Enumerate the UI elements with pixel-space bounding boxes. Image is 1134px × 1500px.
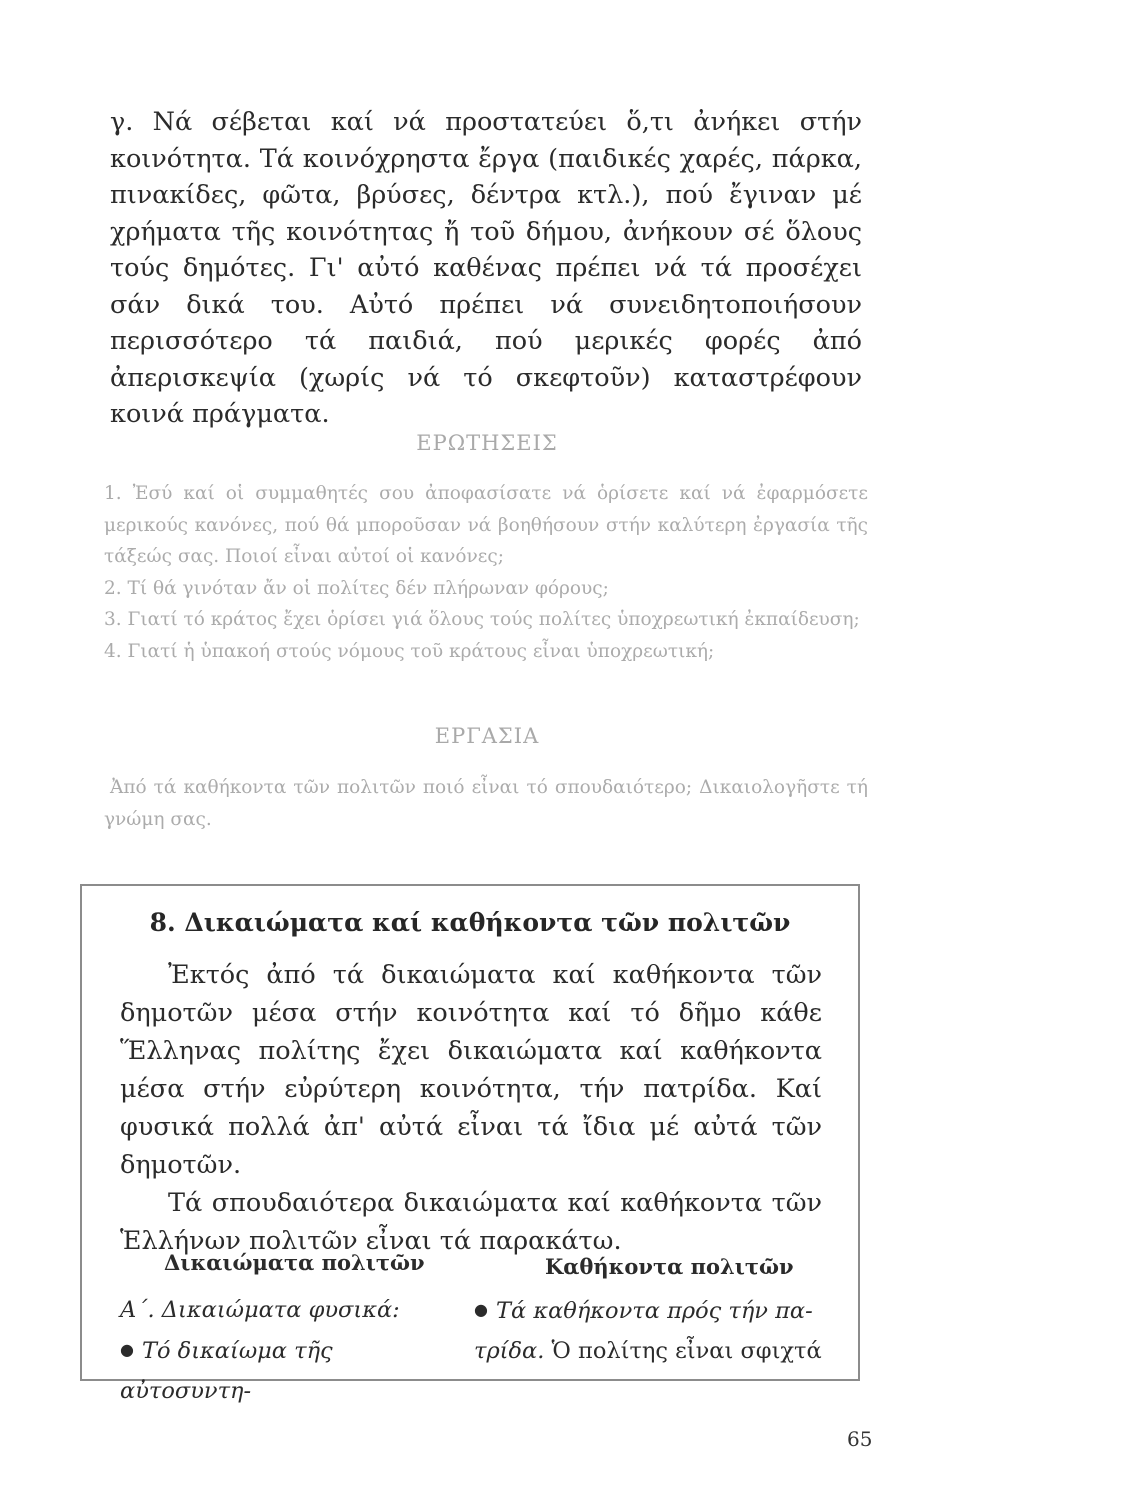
box-title: 8. Δικαιώματα καί καθήκοντα τῶν πολιτῶν	[149, 908, 791, 937]
rights-column	[120, 1290, 464, 1411]
duties-line	[474, 1290, 850, 1331]
intro-paragraph: γ. Νά σέβεται καί νά προστατεύει ὅ,τι ἀνήκει στήν κοινότητα. Τά κοινόχρηστα ἔργα (παιδικές χαρές, πάρκα, πινακίδες, φῶτα, βρύσες, δέντρα κτλ.), πού ἔγιναν μέ χρήματα τῆς κοινότητας ἤ τοῦ δήμου, ἀνήκουν σέ ὅλους τούς δημότες. Γι' αὐτό καθένας πρέπει νά τά προσέχει σάν δικά του. Αὐτό πρέπει νά συνειδητοποιήσουν περισσότερο τά παιδιά, πού μερικές φορές ἀπό ἀπερισκεψία (χωρίς νά τό σκεφτοῦν) καταστρέφουν κοινά πράγματα.	[110, 107, 862, 429]
question-item: 4. Γιατί ἡ ὑπακοή στούς νόμους τοῦ κράτους εἶναι ὑποχρεωτική;	[104, 640, 715, 662]
duties-line	[474, 1331, 850, 1371]
box-body	[120, 956, 822, 1260]
work-section	[104, 772, 868, 835]
rights-line	[120, 1330, 464, 1411]
intro-section	[110, 104, 862, 433]
duties-column	[474, 1290, 850, 1371]
rights-duties-box	[80, 884, 860, 1404]
question-item: 2. Τί θά γινόταν ἄν οἱ πολίτες δέν πλήρωναν φόρους;	[104, 577, 609, 599]
duties-line-text: Τά καθήκοντα πρός τήν πα-	[495, 1298, 813, 1324]
box-paragraph: Ἐκτός ἀπό τά δικαιώματα καί καθήκοντα τῶν δημοτῶν μέσα στήν κοινότητα καί τό δῆμο κάθε Ἕλληνας πολίτης ἔχει δικαιώματα καί καθήκοντα μέσα στήν εὐρύτερη κοινότητα, τήν πατρίδα. Καί φυσικά πολλά ἀπ' αὐτά εἶναι τά ἴδια μέ αὐτά τῶν δημοτῶν.	[120, 960, 822, 1180]
rights-column-heading: Δικαιώματα πολιτῶν	[164, 1250, 425, 1275]
question-item: 1. Ἐσύ καί οἱ συμμαθητές σου ἀποφασίσατε νά ὁρίσετε καί νά ἐφαρμόσετε μερικούς κανόνες, πού θά μποροῦσαν νά βοηθήσουν στήν καλύτερη ἐργασία τῆς τάξεώς σας. Ποιοί εἶναι αὐτοί οἱ κανόνες;	[104, 483, 868, 567]
questions-heading: ΕΡΩΤΗΣΕΙΣ	[416, 431, 558, 455]
bullet-icon: ●	[474, 1300, 488, 1319]
duties-line-rest: Ὁ πολίτης εἶναι σφιχτά	[544, 1338, 822, 1364]
work-text: Ἀπό τά καθήκοντα τῶν πολιτῶν ποιό εἶναι τό σπουδαιότερο; Δικαιολογῆστε τή γνώμη σας.	[104, 777, 868, 830]
rights-line: Α΄. Δικαιώματα φυσικά:	[120, 1297, 400, 1323]
question-item: 3. Γιατί τό κράτος ἔχει ὁρίσει γιά ὅλους τούς πολίτες ὑποχρεωτική ἐκπαίδευση;	[104, 609, 860, 630]
page-number: 65	[847, 1427, 873, 1451]
duties-line-italic: τρίδα.	[474, 1338, 545, 1364]
duties-column-heading: Καθήκοντα πολιτῶν	[545, 1254, 794, 1279]
questions-list	[104, 478, 868, 667]
bullet-icon: ●	[120, 1340, 134, 1359]
box-paragraph: Τά σπουδαιότερα δικαιώματα καί καθήκοντα τῶν Ἑλλήνων πολιτῶν εἶναι τά παρακάτω.	[120, 1188, 822, 1256]
work-heading: ΕΡΓΑΣΙΑ	[434, 724, 540, 748]
rights-line-text: Τό δικαίωμα τῆς αὐτοσυντη-	[120, 1338, 333, 1404]
